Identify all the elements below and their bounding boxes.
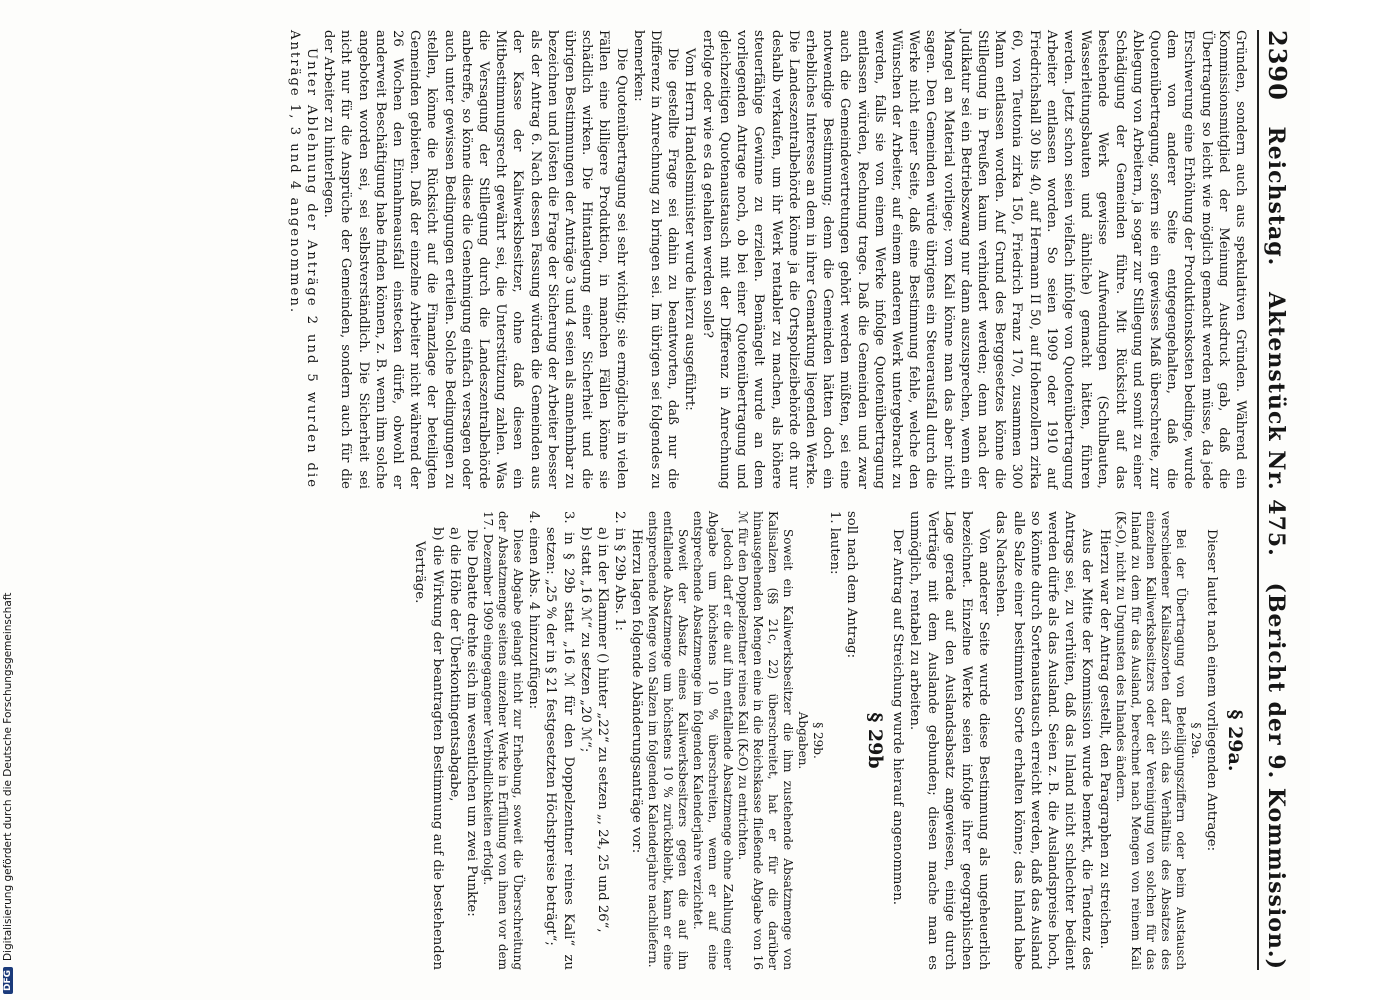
section-29b-text: Soweit der Absatz eines Kaliwerksbesitzers gegen die auf ihn entfallende Absatzmenge um höchstens 10 % zurückbleibt, kann er eine entsprechende Menge von Salzen im folgenden Kalenderjahre nachliefern. xyxy=(646,511,691,970)
section-29b-text: Soweit ein Kaliwerksbesitzer die ihm zustehende Absatzmenge von Kalisalzen (§§ 21c, 22) überschreitet, hat er für die darüber hinausgehenden Mengen eine in die Reichskasse fließende Abgabe von 16 ℳ für den Doppelzentner reines Kali (K₂O) zu entrichten. xyxy=(736,511,796,970)
section-29b-heading: § 29b xyxy=(863,712,886,769)
sub-item: b) statt „16 ℳ“ zu setzen „20 ℳ“; xyxy=(577,527,593,753)
right-column xyxy=(286,511,1249,970)
list-item: 3. in § 29b statt „16 ℳ für den Doppelzentner reines Kali“ zu setzen: „25 % der in § 21 festgesetzten Höchstpreise beträgt“; xyxy=(543,511,576,970)
right-paragraph: Die Debatte drehte sich im wesentlichen um zwei Punkte: xyxy=(463,529,479,917)
header-right-title: (Bericht der 9. Kommission.) xyxy=(1263,582,1289,970)
section-29b-text: Jedoch darf er die auf ihn entfallende Absatzmenge ohne Zahlung einer Abgabe um höchstens 10 % überschreiten, wenn er auf eine entsprechende Absatzmenge im folgenden Kalenderjahre verzichtet. xyxy=(691,511,736,970)
right-paragraph: Von anderer Seite wurde diese Bestimmung als ungeheuerlich bezeichnet. Einzelne Werke seien infolge ihrer geographischen Lage gerade auf den Auslandsabsatz angewiesen, einige durch Verträge mit dem Auslande gebunden; diesen mache man es unmöglich, rentabel zu arbeiten. xyxy=(907,511,992,970)
section-29b-subheading-2: Abgaben. xyxy=(796,711,811,770)
digitization-credit xyxy=(0,0,14,1000)
left-paragraph: Gründen, sondern auch aus spekulativen Gründen. Während ein Kommissionsmitglied der Meinung Ausdruck gab, daß die Übertragung so leicht wie möglich gemacht werden müsse, da jede Erschwerung eine Erhöhung der Produktionskosten bedinge, wurde dem von anderer Seite entgegengehalten, daß die Quotenübertragung, sofern sie ein gewisses Maß überschreite, zur Ablegung von Arbeitern, ja sogar zur Stillegung und somit zu einer Schädigung der Gemeinden führe. Mit Rücksicht auf das bestehende Werk gewisse Aufwendungen (Schulbauten, Wasserleitungsbauten und ähnliche) gemacht hätten, führen werden. Jetzt schon seien vielfach infolge von Quotenübertragung Arbeiter entlassen worden. So seien 1909 oder 1910 auf Friedrichshall 30 bis 40, auf Hermann II 50, auf Hohenzollern zirka 60, von Teutonia zirka 150, Friedrich Franz 170, zusammen 300 Mann entlassen worden. Auf Grund des Berggesetzes könne die Stillegung in Preußen kaum verhindert werden; denn nach der Judikatur sei ein Betriebszwang nur dann auszusprechen, wenn ein Mangel an Material vorliege; vom Kali könne man das aber nicht sagen. Den Gemeinden würde übrigens ein Steuerausfall durch die Werke nicht einer Seite, daß eine Bestimmung fehle, welche den Wünschen der Arbeiter, auf einem anderen Werk untergebracht zu werden, falls sie von einem Werke infolge Quotenübertragung entlassen würden, Rechnung trage. Daß die Gemeinden und zwar auch die Gemeindevertretungen gehört werden müßten, sei eine notwendige Bestimmung; denn die Gemeinden hätten doch ein erhebliches Interesse an dem in ihrer Gemarkung liegenden Werke. Die Landeszentralbehörde könne ja die Ortspolizeibehörde oft nur deshalb verkaufen, um ihr Werk rentabler zu machen, als höhere steuerfähige Gewinne zu erzielen. Bemängelt wurde an dem vorliegenden Antrage noch, ob bei einer Quotenübertragung und gleichzeitigen Quotenaustausch mit der Differenz in Anrechnung erfolge oder wie es da gehalten werden solle? xyxy=(699,30,1248,489)
left-paragraph: Vom Herrn Handelsminister wurde hierzu ausgeführt: xyxy=(682,48,698,411)
section-29a-subheading: § 29a. xyxy=(1188,722,1203,759)
right-paragraph: Der Antrag auf Streichung wurde hierauf angenommen. xyxy=(890,529,906,905)
section-29b-subheading: § 29b. xyxy=(811,722,826,759)
section-29b-intro: soll nach dem Antrag: xyxy=(843,511,859,659)
sub-item: a) in der Klammer () hinter „22“ zu setzen „, 24, 25 und 26“, xyxy=(594,527,610,933)
left-paragraph-resolution: Unter Ablehnung der Anträge 2 und 5 wurden die Anträge 1, 3 und 4 angenommen. xyxy=(286,30,320,489)
header-center-title: Aktenstück Nr. 475. xyxy=(1263,291,1289,557)
section-29a-heading: § 29a. xyxy=(1224,709,1246,772)
page-number: 2390 xyxy=(1263,30,1292,101)
section-29a-text: Bei der Übertragung von Beteiligungsziffern oder beim Austausch verschiedener Kalisalzsorten darf sich das Verhältnis des Absatzes des einzelnen Kaliwerksbesitzers oder der Vereinigung von solchen für das Inland zu dem für das Ausland, berechnet nach Mengen von reinem Kali (K₂O), nicht zu Ungunsten des Inlandes ändern. xyxy=(1113,511,1188,970)
intro-text: Dieser lautet nach einem vorliegenden Antrage: xyxy=(1203,529,1219,852)
right-paragraph: Hierzu lagen folgende Abänderungsanträge vor: xyxy=(629,529,645,854)
list-item: 1. lauten: xyxy=(826,511,842,575)
point-item: a) die Höhe der Überkontingentsabgabe, xyxy=(446,527,462,802)
right-paragraph: Hierzu war der Antrag gestellt, den Paragraphen zu streichen. xyxy=(1096,529,1112,949)
list-item: 2. in § 29b Abs. 1: xyxy=(612,511,628,631)
digitization-credit-text xyxy=(2,593,14,994)
left-paragraph: Die gestellte Frage sei dahin zu beantworten, daß nur die Differenz in Anrechnung zu bringen sei. Im übrigen sei folgendes zu bemerken: xyxy=(630,30,681,489)
page-header xyxy=(1257,30,1292,970)
list-item-text: Diese Abgabe gelangt nicht zur Erhebung, soweit die Überschreitung der Absatzmenge seitens einzelner Werke in Erfüllung von ihnen vor dem 17. Dezember 1909 eingegangener Verbindlichkeiten erfolgt. xyxy=(480,511,525,970)
right-paragraph: Aus der Mitte der Kommission wurde bemerkt, die Tendenz des Antrags sei, zu verhüten, daß das Inland nicht schlechter bedient werden dürfe als das Ausland. Seien z. B. die Auslandspreise hoch, so könnte durch Sortenaustausch erreicht werden, daß das Ausland alle Salze einer bestimmten Sorte erhalten könne; das Inland habe das Nachsehen. xyxy=(993,511,1095,970)
left-column xyxy=(286,30,1249,489)
header-left-title: Reichstag. xyxy=(1263,126,1289,267)
list-item: 4. einen Abs. 4 hinzuzufügen: xyxy=(526,511,542,710)
credit-text: Digitalisierung gefördert durch die Deutsche Forschungsgemeinschaft xyxy=(2,592,14,961)
left-paragraph: Die Quotenübertragung sei sehr wichtig; sie ermögliche in vielen Fällen eine billigere Produktion, in manchen Fällen könne sie schädlich wirken. Die Hintanlegung einer Sicherheit und die übrigen Bestimmungen der Anträge 3 und 4 seien als annehmbar zu bezeichnen und lösten die Frage der Sicherung der Arbeiter besser als der Antrag 6. Nach dessen Fassung würden die Gemeinden aus der Kasse der Kaliwerksbesitzer, ohne daß diesen ein Mitbestimmungsrecht gewährt sei, die Unterstützung zahlen. Was die Versagung der Stillegung durch die Landeszentralbehörde anbetreffe, so könne diese die Genehmigung einfach versagen oder auch unter gewissen Bedingungen erteilen. Solche Bedingungen zu stellen, könne die Rücksicht auf die Finanzlage der beteiligten Gemeinden gebieten. Daß der einzelne Arbeiter nicht während der 26 Wochen den Einnahmeausfall einstecken dürfe, obwohl er anderweit Beschäftigung habe finden können, z. B. wenn ihm solche angeboten worden sei, sei selbstverständlich. Die Sicherheit sei nicht nur für die Ansprüche der Gemeinden, sondern auch für die der Arbeiter zu hinterlegen. xyxy=(321,30,629,489)
dfg-logo: DFG xyxy=(3,967,13,994)
text-columns xyxy=(286,30,1249,970)
point-item: b) die Wirkung der beantragten Bestimmung auf die bestehenden Verträge. xyxy=(412,527,445,970)
